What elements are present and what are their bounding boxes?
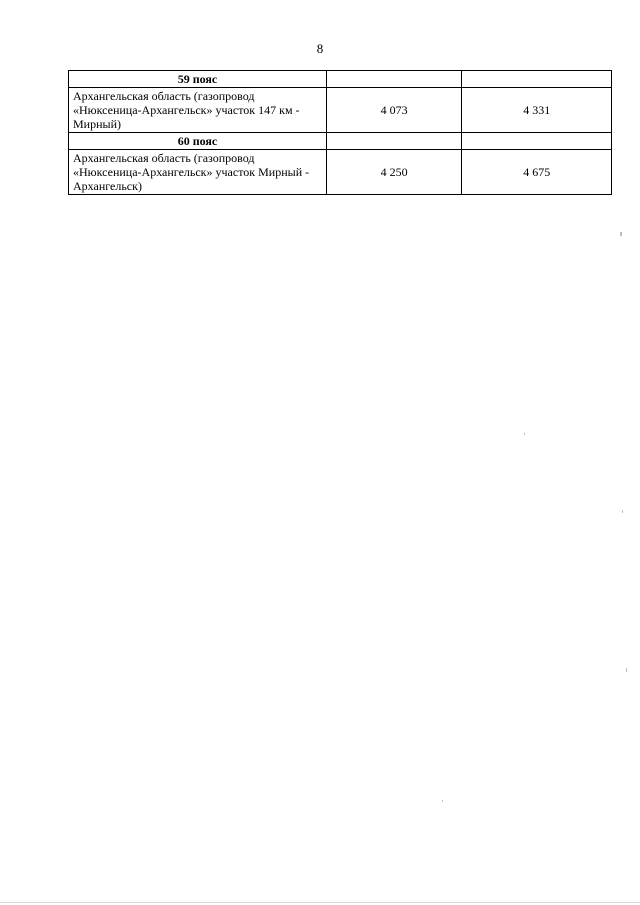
zone-label: 60 пояс xyxy=(69,133,327,150)
value-b-cell xyxy=(462,133,612,150)
table-row-zone-59 xyxy=(69,71,612,88)
value-a-cell: 4 250 xyxy=(326,150,461,195)
scan-speck xyxy=(524,433,525,435)
value-b-cell xyxy=(462,71,612,88)
value-a-cell: 4 073 xyxy=(326,88,461,133)
scan-speck xyxy=(620,232,622,236)
region-description: Архангельская область (газопровод «Нюксеница-Архангельск» участок Мирный - Архангельск) xyxy=(69,150,327,195)
table-row xyxy=(69,150,612,195)
region-description: Архангельская область (газопровод «Нюксеница-Архангельск» участок 147 км - Мирный) xyxy=(69,88,327,133)
scan-speck xyxy=(626,668,627,672)
scan-speck xyxy=(442,800,443,802)
table-row xyxy=(69,88,612,133)
scan-speck xyxy=(622,510,623,513)
page-number: 8 xyxy=(316,41,324,56)
value-a-cell xyxy=(326,71,461,88)
zone-label: 59 пояс xyxy=(69,71,327,88)
value-a-cell xyxy=(326,133,461,150)
table-row-zone-60 xyxy=(69,133,612,150)
value-b-cell: 4 331 xyxy=(462,88,612,133)
scan-edge-line xyxy=(0,902,640,903)
value-b-cell: 4 675 xyxy=(462,150,612,195)
price-table xyxy=(68,70,612,195)
